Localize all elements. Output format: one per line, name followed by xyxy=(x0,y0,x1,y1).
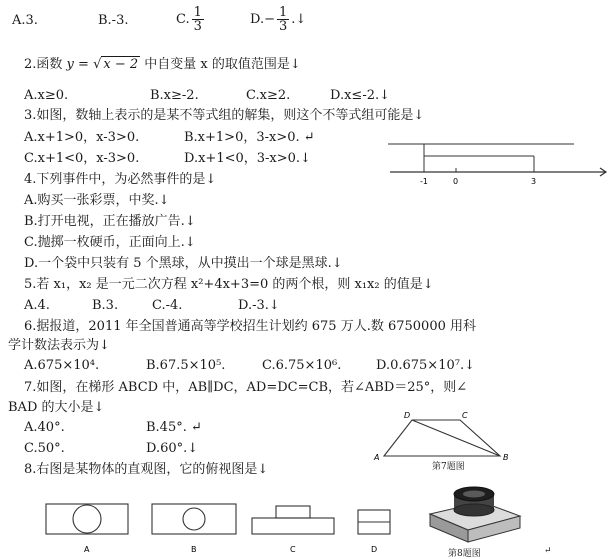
q7-option-a: A.40°. xyxy=(24,420,65,435)
q7-option-d: D.60°.↓ xyxy=(146,441,199,456)
vertex-label-a: A xyxy=(374,453,380,462)
q4-option-a: A.购买一张彩票，中奖.↓ xyxy=(24,193,170,208)
q8-figure-caption: 第8题图 xyxy=(448,549,481,559)
q6-option-d: D.0.675×10⁷.↓ xyxy=(376,358,475,373)
q5-option-b: B.3. xyxy=(92,298,119,313)
q5-option-a: A.4. xyxy=(24,298,50,313)
q4-option-d: D.一个袋中只装有 5 个黑球，从中摸出一个球是黑球.↓ xyxy=(24,256,343,271)
vertex-label-b: B xyxy=(503,453,509,462)
vertex-label-c: C xyxy=(462,411,468,420)
q6-stem-line2: 学计数法表示为↓ xyxy=(8,338,110,353)
axis-label-three: 3 xyxy=(531,177,537,186)
q8-option-label-c: C xyxy=(290,545,296,554)
q3-option-a: A.x+1>0，x-3>0. xyxy=(24,130,140,145)
q7-stem-line1: 7.如图，在梯形 ABCD 中，AB∥DC，AD=DC=CB，若∠ABD＝25°，则∠ xyxy=(24,380,468,395)
q3-option-b: B.x+1>0，3-x>0. ↵ xyxy=(184,130,315,145)
q7-figure-caption: 第7题图 xyxy=(432,462,465,472)
q1-option-c: C. $\frac{1}{3}$ xyxy=(176,5,202,34)
q1-option-b: B.-3. xyxy=(98,13,129,28)
q2-option-c: C.x≥2. xyxy=(246,88,291,103)
q2-stem: 2.函数 y = √ x − 2 中自变量 x 的取值范围是↓ xyxy=(24,57,301,72)
axis-label-minus-one: -1 xyxy=(420,177,428,186)
q5-option-d: D.-3.↓ xyxy=(238,298,280,313)
q4-stem: 4.下列事件中，为必然事件的是↓ xyxy=(24,172,217,187)
q7-option-b: B.45°. ↵ xyxy=(146,420,202,435)
q8-option-label-a: A xyxy=(84,545,90,554)
q8-option-figures xyxy=(40,496,450,556)
q8-object-figure xyxy=(424,484,524,546)
q2-option-b: B.x≥-2. xyxy=(150,88,199,103)
axis-label-zero: 0 xyxy=(453,177,459,186)
q7-stem-line2: BAD 的大小是↓ xyxy=(8,400,105,415)
q3-number-line-figure xyxy=(384,138,612,186)
q2-option-a: A.x≥0. xyxy=(24,88,69,103)
q6-option-b: B.67.5×10⁵. xyxy=(146,358,226,373)
q3-option-d: D.x+1<0，3-x>0.↓ xyxy=(184,151,311,166)
q4-option-b: B.打开电视，正在播放广告.↓ xyxy=(24,214,196,229)
q8-stem: 8.右图是某物体的直观图，它的俯视图是↓ xyxy=(24,462,269,477)
q5-stem: 5.若 x₁，x₂ 是一元二次方程 x²+4x+3=0 的两个根，则 x₁x₂ 的值是↓ xyxy=(24,277,434,292)
q5-option-c: C.-4. xyxy=(152,298,183,313)
q8-option-label-d: D xyxy=(371,545,378,554)
q1-option-a: A.3. xyxy=(12,13,38,28)
q6-option-c: C.6.75×10⁶. xyxy=(262,358,342,373)
q3-option-c: C.x+1<0，x-3>0. xyxy=(24,151,140,166)
q7-option-c: C.50°. xyxy=(24,441,65,456)
vertex-label-d: D xyxy=(404,411,411,420)
q3-stem: 3.如图，数轴上表示的是某不等式组的解集，则这个不等式组可能是↓ xyxy=(24,108,425,123)
q8-option-label-b: B xyxy=(191,545,197,554)
q1-option-d: D.− $\frac{1}{3}$ .↓ xyxy=(250,5,307,34)
q2-option-d: D.x≤-2.↓ xyxy=(330,88,391,103)
q6-stem-line1: 6.据报道，2011 年全国普通高等学校招生计划约 675 万人.数 6750000 用科 xyxy=(24,319,476,334)
q6-option-a: A.675×10⁴. xyxy=(24,358,100,373)
q8-trailing-mark: ↵ xyxy=(544,546,552,556)
q4-option-c: C.抛掷一枚硬币，正面向上.↓ xyxy=(24,235,196,250)
